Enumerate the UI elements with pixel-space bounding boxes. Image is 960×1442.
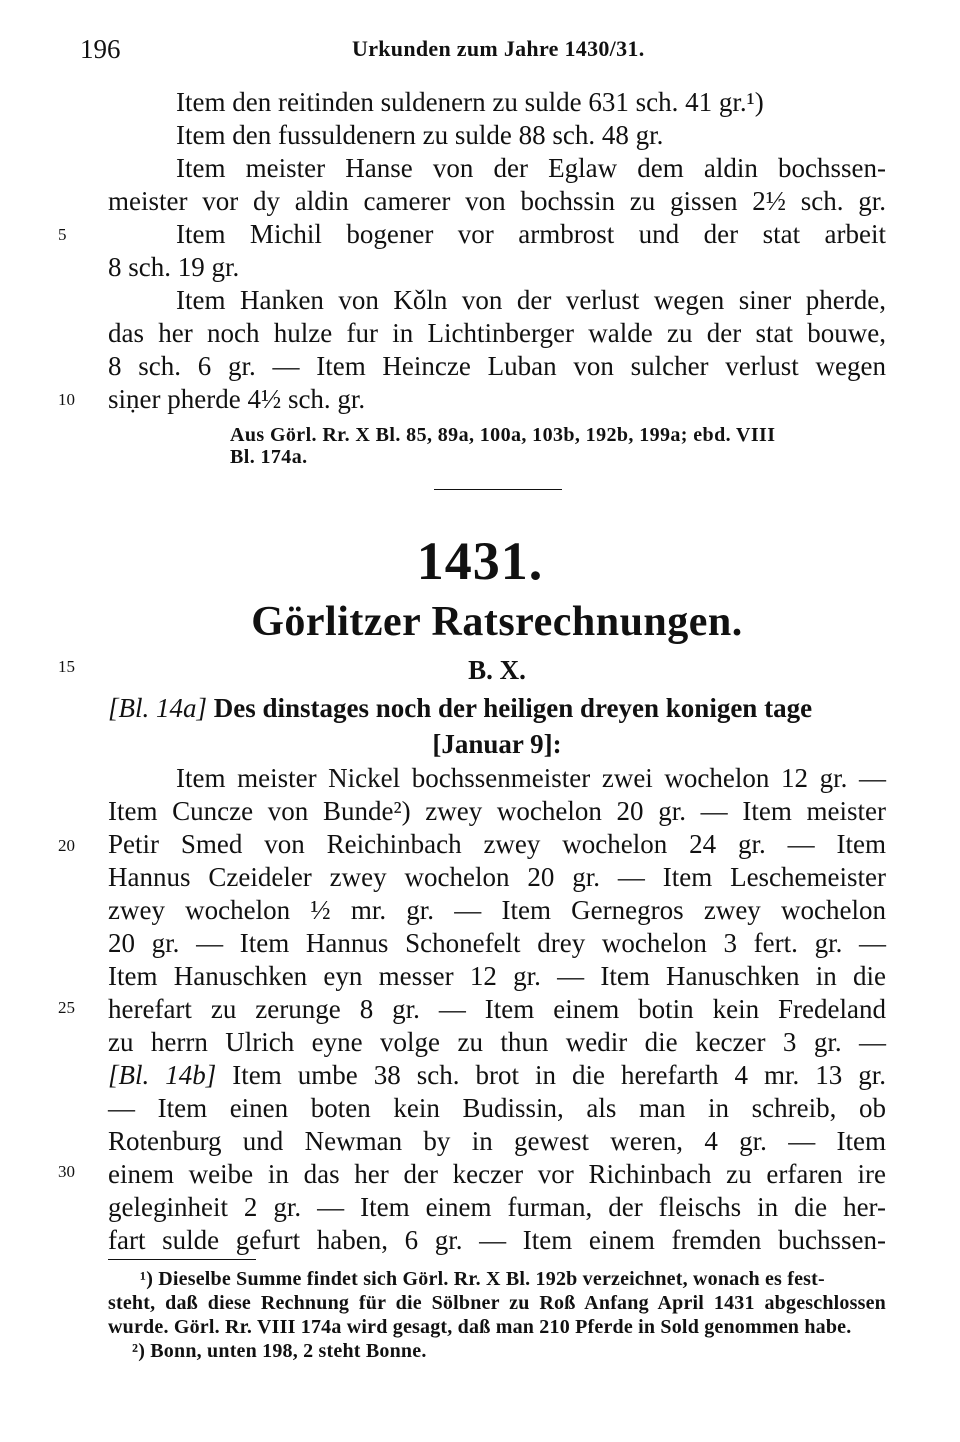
footnote-line: wurde. Görl. Rr. VIII 174a wird gesagt, daß man 210 Pferde in Sold genommen habe. [108,1316,852,1338]
page-number: 196 [80,34,121,64]
footnote-line: steht, daß diese Rechnung für die Sölbner zu Roß Anfang April 1431 abgeschlossen [108,1292,886,1314]
text-line: herefart zu zerunge 8 gr. — Item einem botin kein Fredeland [108,994,886,1024]
text-line: meister vor dy aldin camerer von bochssin zu gissen 2½ sch. gr. [108,186,886,216]
text-line: fart sulde gefurt haben, 6 gr. — Item einem fremden buchssen- [108,1225,886,1255]
line-number: 25 [58,998,75,1017]
line-number: 15 [58,657,75,676]
footnote-line: ²) Bonn, unten 198, 2 steht Bonne. [132,1340,427,1362]
entry-heading-text: Des dinstages noch der heiligen dreyen konigen tage [213,693,813,723]
text-line: 8 sch. 19 gr. [108,252,240,282]
text-line: Item Hanuschken eyn messer 12 gr. — Item Hanuschken in die [108,961,886,991]
source-reference: Aus Görl. Rr. X Bl. 85, 89a, 100a, 103b, 192b, 199a; ebd. VIII [230,424,776,446]
text-line: Item Cuncze von Bunde²) zwey wochelon 20 gr. — Item meister [108,796,886,826]
line-number: 30 [58,1162,75,1181]
text-line: Item Hanken von Kǒln von der verlust wegen siner pherde, [176,285,886,315]
running-header: Urkunden zum Jahre 1430/31. [352,36,645,61]
line-number: 20 [58,836,75,855]
line-number: 10 [58,390,75,409]
folio-reference: [Bl. 14a] [108,693,208,723]
volume-reference: B. X. [468,655,526,685]
text-line: einem weibe in das her der keczer vor Richinbach zu erfaren ire [108,1159,886,1189]
source-reference: Bl. 174a. [230,446,308,468]
text-line-content: Item umbe 38 sch. brot in die herefarth 4 mr. 13 gr. [232,1060,887,1090]
text-line: — Item einen boten kein Budissin, als man in schreib, ob [108,1093,886,1123]
text-line: Rotenburg und Newman by in gewest weren, 4 gr. — Item [108,1126,886,1156]
text-line: zu herrn Ulrich eyne volge zu thun wedir die keczer 3 gr. — [108,1027,886,1057]
text-line: Hannus Czeideler zwey wochelon 20 gr. — Item Leschemeister [108,862,886,892]
text-line: Petir Smed von Reichinbach zwey wochelon 24 gr. — Item [108,829,886,859]
text-line: siṇer pherde 4½ sch. gr. [108,384,366,414]
text-line [108,1059,886,1091]
section-year: 1431. [416,531,544,591]
line-number: 5 [58,225,67,244]
folio-reference: [Bl. 14b] [108,1060,217,1090]
text-line: Item den reitinden suldenern zu sulde 631 sch. 41 gr.¹) [176,87,764,117]
entry-date: [Januar 9]: [432,729,562,759]
section-title: Görlitzer Ratsrechnungen. [251,599,743,645]
text-line: zwey wochelon ½ mr. gr. — Item Gernegros zwey wochelon [108,895,886,925]
text-line: das her noch hulze fur in Lichtinberger walde zu der stat bouwe, [108,318,886,348]
text-line: Item den fussuldenern zu sulde 88 sch. 48 gr. [176,120,664,150]
text-line: Item meister Hanse von der Eglaw dem aldin bochssen- [176,153,886,183]
footnote-line: ¹) Dieselbe Summe findet sich Görl. Rr. X Bl. 192b verzeichnet, wonach es fest- [140,1268,825,1290]
entry-heading [108,693,812,724]
text-line: geleginheit 2 gr. — Item einem furman, der fleischs in die her- [108,1192,886,1222]
text-line: 8 sch. 6 gr. — Item Heincze Luban von sulcher verlust wegen [108,351,886,381]
section-divider [434,489,562,490]
footnote-divider [108,1259,256,1260]
text-line: Item Michil bogener vor armbrost und der stat arbeit [176,219,886,249]
text-line: 20 gr. — Item Hannus Schonefelt drey wochelon 3 fert. gr. — [108,928,886,958]
text-line: Item meister Nickel bochssenmeister zwei wochelon 12 gr. — [176,763,886,793]
